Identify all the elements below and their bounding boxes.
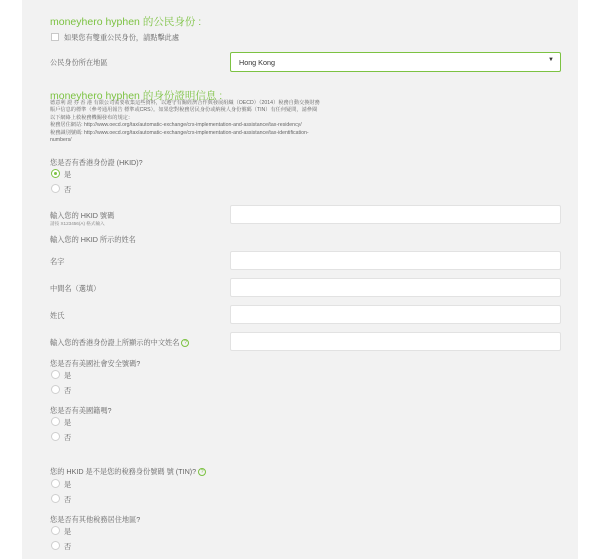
chinese-name-input[interactable] [230,332,561,351]
form-panel [22,0,578,559]
hkid-number-label: 輸入您的 HKID 號碼 [50,211,115,220]
chinese-name-label-row [50,338,189,348]
other-tax-yes-radio[interactable] [51,526,60,535]
us-citizen-question: 您是否有美國籍嗎? [50,406,112,415]
hkid-question: 您是否有香港身份證 (HKID)? [50,158,143,167]
us-citizen-no-radio[interactable] [51,432,60,441]
tin-yes-radio[interactable] [51,479,60,488]
tin-no-label: 否 [64,495,72,504]
hkid-number-input[interactable] [230,205,561,224]
ssn-yes-radio[interactable] [51,370,60,379]
middle-name-input[interactable] [230,278,561,297]
residence-select[interactable] [230,52,561,72]
last-name-label: 姓氏 [50,311,65,320]
disclosure-line: 德意利 證 券 香 港 有限公司需要收集這些資料，以遵守有關經濟合作與發展組織（OECD）（2014）稅務自動交換財務 [50,100,320,106]
other-tax-no-radio[interactable] [51,541,60,550]
other-tax-yes-label: 是 [64,527,72,536]
ssn-no-radio[interactable] [51,385,60,394]
id-info-title: moneyhero hyphen 的身份證明信息 : [50,90,223,102]
info-icon[interactable]: ? [181,339,189,347]
hkid-yes-label: 是 [64,170,72,179]
hkid-no-radio[interactable] [51,184,60,193]
disclosure-text [50,100,350,144]
last-name-input[interactable] [230,305,561,324]
ssn-no-label: 否 [64,386,72,395]
ssn-question: 您是否有美國社會安全號碼? [50,359,141,368]
first-name-input[interactable] [230,251,561,270]
tin-question-row [50,467,206,477]
other-tax-question: 您是否有其他稅務居住地區? [50,515,141,524]
hkid-name-label: 輸入您的 HKID 所示的姓名 [50,235,136,244]
us-citizen-yes-radio[interactable] [51,417,60,426]
tax-id-link[interactable]: 稅務識別號碼: http://www.oecd.org/tax/automatic-exchange/crs-implementation-and-assistance/tax-identification- [50,129,309,136]
residence-select-value: Hong Kong [239,58,275,67]
dual-citizenship-label: 如果您有雙重公民身份，請點擊此處 [64,33,180,42]
hkid-yes-radio[interactable] [51,169,60,178]
tax-residency-link[interactable]: 稅務居住網站: http://www.oecd.org/tax/automatic-exchange/crs-implementation-and-assistance/tax-residency/ [50,122,302,129]
tin-no-radio[interactable] [51,494,60,503]
disclosure-line: 賬戶信息的標準（參考通用報告 標準或CRS）。如果您對稅務居民身份或納稅人身份號碼（TIN）有任何疑問，請參閱 [50,107,318,114]
citizenship-title: moneyhero hyphen 的公民身份 : [50,16,202,28]
first-name-label: 名字 [50,257,65,266]
tax-id-link-cont[interactable]: numbers/ [50,137,72,144]
residence-label: 公民身份所在地區 [50,58,108,67]
hkid-number-hint: 請按 X123456(A) 格式輸入 [50,221,105,226]
tin-yes-label: 是 [64,480,72,489]
us-citizen-yes-label: 是 [64,418,72,427]
chevron-down-icon: ▼ [548,57,554,63]
hkid-no-label: 否 [64,185,72,194]
other-tax-no-label: 否 [64,542,72,551]
tin-question: 您的 HKID 是不是您的稅務身份號碼 號 (TIN)? [50,467,197,476]
middle-name-label: 中間名（選填） [50,284,101,293]
disclosure-line: 以下網絡上救稅務機關發布的規定： [50,114,134,121]
info-icon[interactable]: ? [198,468,206,476]
dual-citizenship-checkbox[interactable] [51,33,59,41]
chinese-name-label: 輸入您的香港身份證上所顯示的中文姓名 [50,338,180,347]
ssn-yes-label: 是 [64,371,72,380]
us-citizen-no-label: 否 [64,433,72,442]
